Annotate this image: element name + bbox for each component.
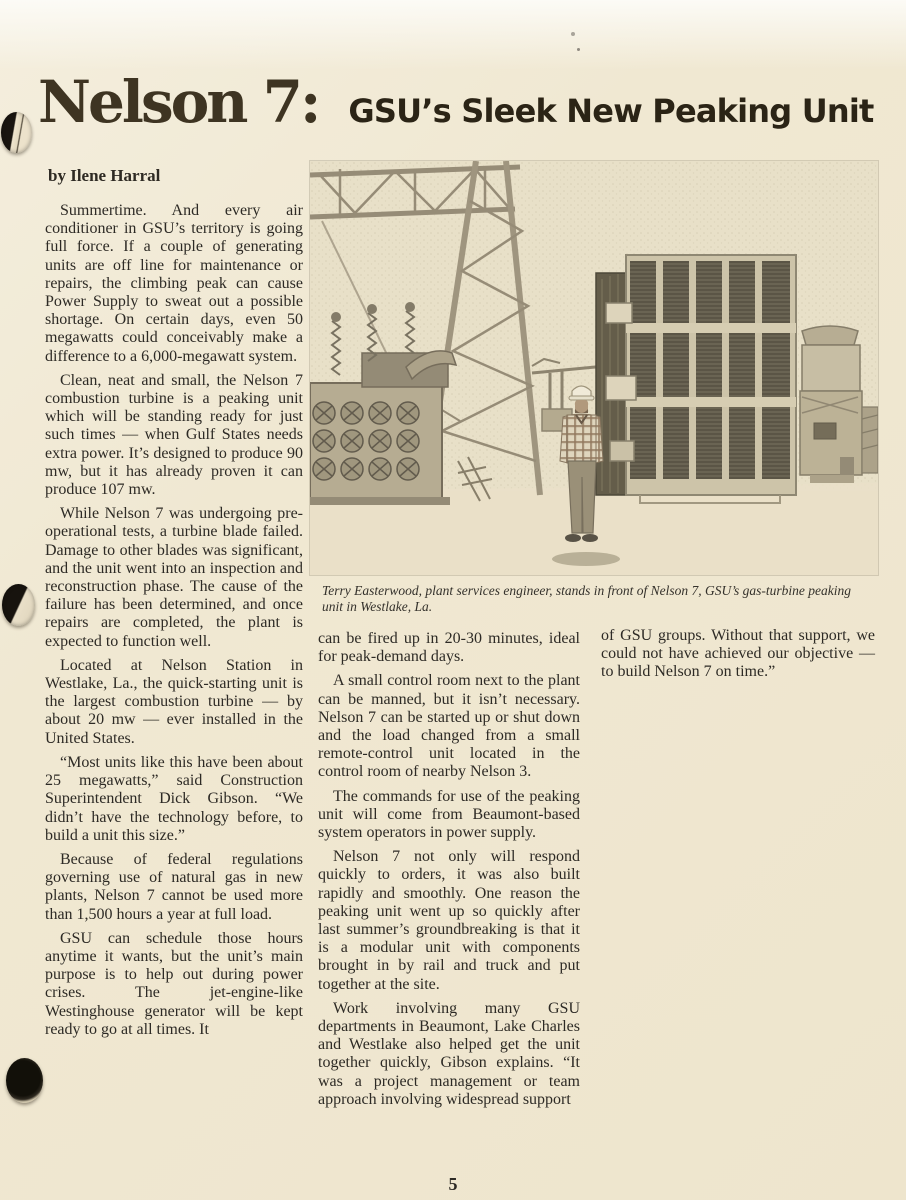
scan-speck bbox=[577, 48, 580, 51]
page-title: Nelson 7: bbox=[38, 68, 319, 136]
paragraph: can be fired up in 20-30 minutes, ideal for peak-demand days. bbox=[318, 630, 580, 666]
paragraph: of GSU groups. Without that support, we could not have achieved our objective — to build Nelson 7 on time.” bbox=[601, 627, 875, 681]
paragraph: Located at Nelson Station in Westlake, La., the quick-starting unit is the largest combustion turbine — by about 20 mw — ever installed in the United States. bbox=[45, 656, 303, 747]
article-column-middle bbox=[318, 630, 580, 1115]
photo-caption: Terry Easterwood, plant services engineer, stands in front of Nelson 7, GSU’s gas-turbine peaking unit in Westlake, La. bbox=[322, 583, 851, 614]
paragraph: The commands for use of the peaking unit will come from Beaumont-based system operators in power supply. bbox=[318, 787, 580, 842]
paragraph: Clean, neat and small, the Nelson 7 combustion turbine is a peaking unit which will be standing ready for just such times — when Gulf States needs extra power. It’s designed to produce 90 mw, but it has already proven it can produce 107 mw. bbox=[45, 371, 303, 499]
paragraph: Nelson 7 not only will respond quickly to orders, it was also built rapidly and smoothly. One reason the peaking unit went up so quickly after last summer’s groundbreaking is that it is a modular unit with components brought in by rail and truck and put together at the site. bbox=[318, 848, 580, 993]
article-column-right bbox=[601, 627, 875, 688]
page-number: 5 bbox=[448, 1174, 458, 1194]
article-header bbox=[38, 68, 874, 136]
hole-punch-mark bbox=[2, 584, 35, 626]
paragraph: A small control room next to the plant can be manned, but it isn’t necessary. Nelson 7 can be started up or shut down and the load changed from a small remote-control unit located in the control room of nearby Nelson 3. bbox=[318, 672, 580, 781]
page-subtitle: GSU’s Sleek New Peaking Unit bbox=[348, 92, 874, 130]
article-photo bbox=[310, 161, 878, 575]
paragraph: Because of federal regulations governing use of natural gas in new plants, Nelson 7 cannot be used more than 1,500 hours a year at full load. bbox=[45, 850, 303, 923]
photo-illustration bbox=[310, 161, 878, 575]
paragraph: GSU can schedule those hours anytime it wants, but the unit’s main purpose is to help out during power crises. The jet-engine-like Westinghouse generator will be kept ready to go at all times. It bbox=[45, 929, 303, 1038]
paragraph: While Nelson 7 was undergoing pre-operational tests, a turbine blade failed. Damage to other blades was significant, and the unit went into an inspection and reconstruction phase. The cause of the failure has been determined, and once repairs are completed, the plant is expected to function well. bbox=[45, 505, 303, 650]
byline: by Ilene Harral bbox=[48, 166, 161, 185]
scan-speck bbox=[571, 32, 575, 36]
paragraph: “Most units like this have been about 25 megawatts,” said Construction Superintendent Dick Gibson. “We didn’t have the technology before, to build a unit this size.” bbox=[45, 753, 303, 844]
paragraph: Summertime. And every air conditioner in GSU’s territory is going full force. If a couple of generating units are off line for maintenance or repairs, the climbing peak can cause Power Supply to sweat out a possible shortage. On certain days, even 50 megawatts could conceivably make a difference to a 6,000-megawatt system. bbox=[45, 202, 303, 365]
sepia-overlay bbox=[310, 161, 878, 575]
paragraph: Work involving many GSU departments in Beaumont, Lake Charles and Westlake also helped get the unit together quickly, Gibson explains. “It was a project management or team approach involving widespread support bbox=[318, 999, 580, 1108]
article-column-left bbox=[45, 202, 303, 1045]
hole-punch-mark bbox=[6, 1058, 43, 1103]
hole-punch-mark bbox=[1, 112, 32, 153]
